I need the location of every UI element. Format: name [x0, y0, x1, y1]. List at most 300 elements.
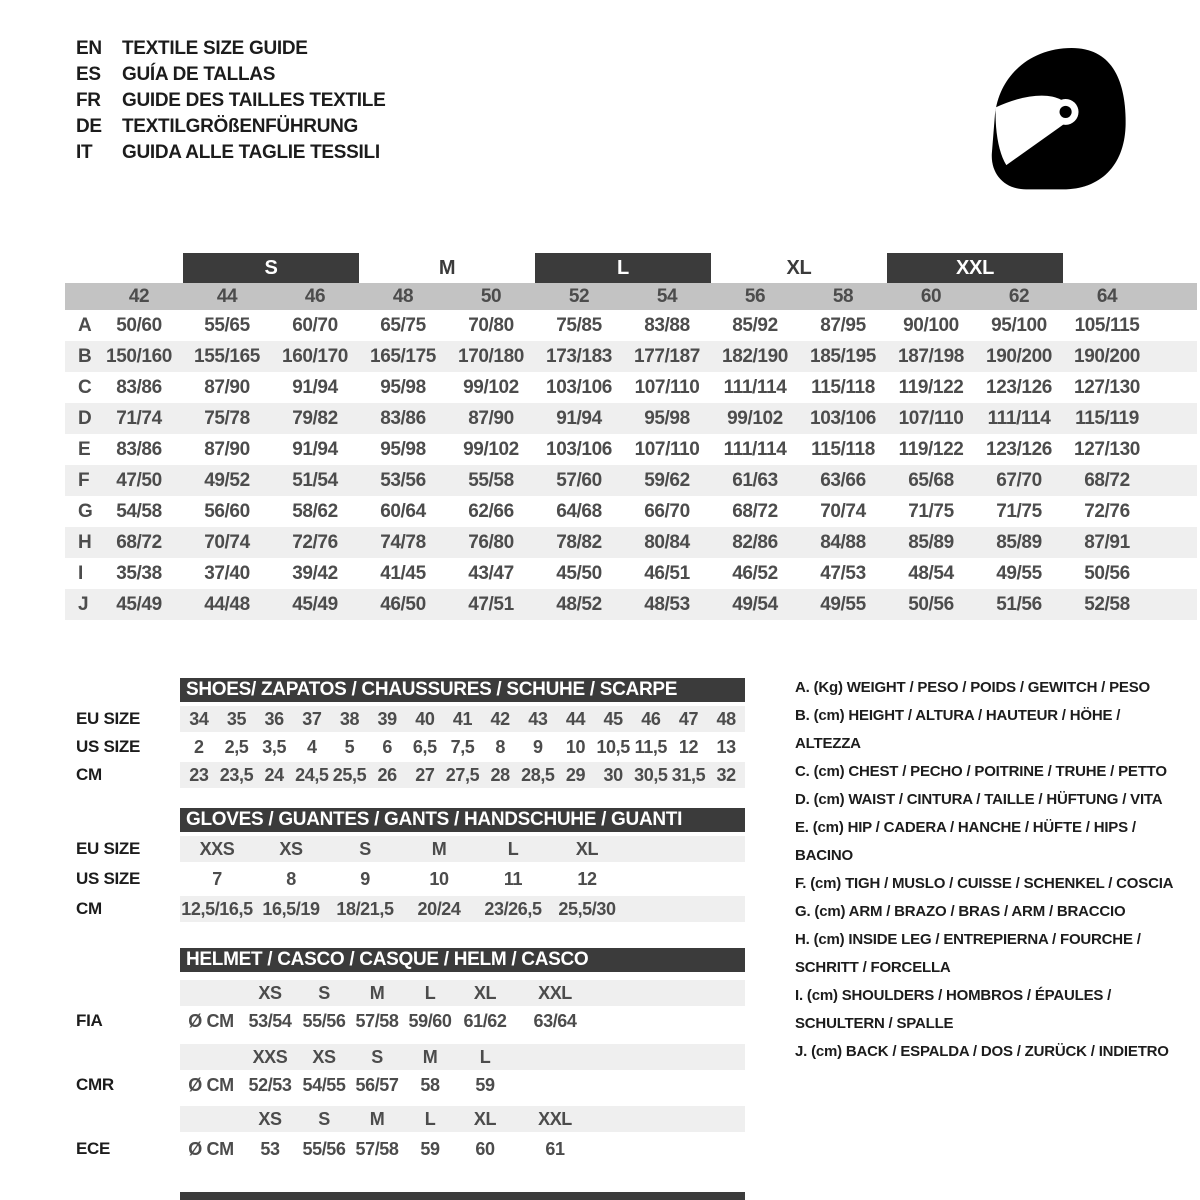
size-value: 91/94	[292, 376, 338, 398]
legend-item: F. (cm) TIGH / MUSLO / CUISSE / SCHENKEL / COSCIA	[795, 875, 1174, 892]
cell: XS	[258, 982, 282, 1003]
size-value: 111/114	[723, 438, 787, 460]
cell: XXL	[538, 1108, 572, 1129]
textile-row-g	[65, 496, 1197, 527]
cell: 4	[307, 736, 317, 757]
cell: 2	[194, 736, 204, 757]
size-value: 99/102	[463, 376, 519, 398]
cell: 59/60	[408, 1010, 452, 1031]
cell: 55/56	[302, 1010, 346, 1031]
legend-item: E. (cm) HIP / CADERA / HANCHE / HÜFTE / HIPS / BACINO	[795, 819, 1136, 864]
size-value: 72/76	[292, 531, 338, 553]
size-value: 37/40	[204, 562, 250, 584]
cell: 63/64	[533, 1010, 577, 1031]
gloves-cm-row	[180, 896, 745, 922]
shoes-section-header: SHOES/ ZAPATOS / CHAUSSURES / SCHUHE / SCARPE	[180, 678, 745, 702]
size-value: 47/53	[820, 562, 866, 584]
cell: 52/53	[248, 1074, 292, 1095]
size-value: 90/100	[903, 314, 959, 336]
size-value: 170/180	[458, 345, 524, 367]
language-line	[76, 62, 385, 88]
cell: 8	[495, 736, 505, 757]
cell: M	[369, 1108, 385, 1129]
size-value: 119/122	[898, 438, 964, 460]
size-value: 68/72	[116, 531, 162, 553]
cell: 24	[264, 764, 284, 785]
size-value: 76/80	[468, 531, 514, 553]
language-line	[76, 140, 385, 166]
cell: M	[369, 982, 385, 1003]
size-value: 55/65	[204, 314, 250, 336]
cell: 47	[678, 708, 699, 729]
helmet-sizes-row-ece	[180, 1106, 745, 1132]
size-value: 123/126	[986, 376, 1052, 398]
row-label-spacer	[65, 283, 95, 310]
row-label: H	[78, 531, 92, 553]
cell: 27	[415, 764, 435, 785]
size-value: 103/106	[546, 376, 612, 398]
helmet-section-header: HELMET / CASCO / CASQUE / HELM / CASCO	[180, 948, 745, 972]
size-value: 65/68	[908, 469, 954, 491]
size-value: 53/56	[380, 469, 426, 491]
size-value: 45/50	[556, 562, 602, 584]
numeric-size: 56	[744, 285, 766, 307]
cell: 5	[344, 736, 355, 757]
legend-item: J. (cm) BACK / ESPALDA / DOS / ZURÜCK / INDIETRO	[795, 1043, 1169, 1060]
textile-rows	[65, 310, 1197, 620]
shoes-eu-row	[180, 706, 745, 732]
size-value: 115/118	[811, 376, 875, 398]
cell: S	[318, 982, 330, 1003]
language-line	[76, 114, 385, 140]
size-value: 67/70	[996, 469, 1042, 491]
row-label: I	[78, 562, 84, 584]
textile-row-e	[65, 434, 1197, 465]
cell: 2,5	[224, 736, 249, 757]
size-value: 51/56	[996, 593, 1042, 615]
cell: 37	[302, 708, 322, 729]
cell: Ø CM	[188, 1074, 234, 1095]
numeric-size: 64	[1096, 285, 1118, 307]
size-value: 48/54	[908, 562, 954, 584]
racing-helmet-icon	[982, 42, 1134, 197]
size-value: 83/86	[380, 407, 426, 429]
size-value: 46/50	[380, 593, 426, 615]
cell: L	[424, 1108, 436, 1129]
shoes-row-label: CM	[76, 765, 102, 784]
cell: XL	[575, 838, 599, 859]
size-value: 87/90	[204, 438, 250, 460]
cell: 39	[377, 708, 397, 729]
numeric-size: 42	[128, 285, 150, 307]
next-section-bar-partial	[180, 1192, 745, 1200]
cell: 10	[429, 868, 449, 889]
cell: 61	[545, 1138, 565, 1159]
size-value: 72/76	[1084, 500, 1130, 522]
numeric-size: 50	[480, 285, 502, 307]
cell: 53	[260, 1138, 280, 1159]
language-code: IT	[76, 142, 93, 163]
size-value: 48/52	[556, 593, 602, 615]
size-value: 107/110	[634, 438, 700, 460]
size-value: 50/56	[908, 593, 954, 615]
legend-item: D. (cm) WAIST / CINTURA / TAILLE / HÜFTUNG / VITA	[795, 791, 1163, 808]
size-value: 177/187	[634, 345, 700, 367]
textile-row-f	[65, 465, 1197, 496]
cell: XL	[473, 1108, 497, 1129]
language-code: EN	[76, 38, 102, 59]
cell: S	[371, 1046, 383, 1067]
size-value: 123/126	[986, 438, 1052, 460]
size-value: 78/82	[556, 531, 602, 553]
cell: M	[422, 1046, 438, 1067]
size-value: 87/90	[204, 376, 250, 398]
cell: 26	[377, 764, 397, 785]
row-label: E	[78, 438, 91, 460]
size-value: 105/115	[1074, 314, 1140, 336]
cell: 28	[490, 764, 510, 785]
cell: 30,5	[634, 764, 668, 785]
size-value: 160/170	[282, 345, 348, 367]
size-value: 47/51	[468, 593, 514, 615]
cell: XS	[258, 1108, 282, 1129]
size-value: 61/63	[732, 469, 778, 491]
size-value: 58/62	[292, 500, 338, 522]
size-value: 85/89	[996, 531, 1042, 553]
size-value: 45/49	[292, 593, 338, 615]
cell: 7,5	[450, 736, 475, 757]
textile-row-d	[65, 403, 1197, 434]
size-value: 115/119	[1075, 407, 1139, 429]
cell: L	[479, 1046, 491, 1067]
cell: 59	[420, 1138, 440, 1159]
size-value: 71/74	[116, 407, 162, 429]
size-value: 71/75	[996, 500, 1042, 522]
helmet-values-row-cmr	[180, 1072, 745, 1098]
legend-item: G. (cm) ARM / BRAZO / BRAS / ARM / BRACCIO	[795, 903, 1126, 920]
row-label: J	[78, 593, 89, 615]
language-code: ES	[76, 64, 101, 85]
cell: Ø CM	[188, 1010, 234, 1031]
cell: 25,5	[332, 764, 367, 785]
legend-item: B. (cm) HEIGHT / ALTURA / HAUTEUR / HÖHE / ALTEZZA	[795, 707, 1121, 752]
legend-item: H. (cm) INSIDE LEG / ENTREPIERNA / FOURCHE / SCHRITT / FORCELLA	[795, 931, 1141, 976]
helmet-sizes-row-fia	[180, 980, 745, 1006]
size-value: 55/58	[468, 469, 514, 491]
size-value: 85/89	[908, 531, 954, 553]
cell: 45	[603, 708, 623, 729]
size-band-xl: XL	[786, 256, 812, 279]
size-value: 111/114	[723, 376, 787, 398]
size-value: 64/68	[556, 500, 602, 522]
cell: 10	[565, 736, 586, 757]
size-value: 182/190	[722, 345, 788, 367]
cell: 61/62	[463, 1010, 507, 1031]
numeric-size: 48	[392, 285, 414, 307]
size-value: 119/122	[898, 376, 964, 398]
guide-title: GUIDA ALLE TAGLIE TESSILI	[122, 142, 380, 163]
size-value: 41/45	[380, 562, 426, 584]
size-value: 71/75	[908, 500, 954, 522]
size-value: 57/60	[556, 469, 602, 491]
shoes-row-label: EU SIZE	[76, 709, 141, 728]
cell: 9	[360, 868, 370, 889]
numeric-size: 60	[920, 285, 942, 307]
size-band-m: M	[438, 256, 456, 279]
size-band-row	[65, 253, 1197, 283]
textile-row-c	[65, 372, 1197, 403]
cell: 6	[382, 736, 392, 757]
textile-row-j	[65, 589, 1197, 620]
size-value: 187/198	[898, 345, 964, 367]
size-value: 51/54	[292, 469, 338, 491]
size-value: 80/84	[644, 531, 690, 553]
size-value: 165/175	[370, 345, 436, 367]
guide-title: TEXTILGRÖßENFÜHRUNG	[122, 116, 359, 137]
size-value: 91/94	[292, 438, 338, 460]
language-line	[76, 36, 385, 62]
size-value: 99/102	[727, 407, 783, 429]
row-label: B	[78, 345, 92, 367]
cell: 23	[189, 764, 209, 785]
gloves-eu-row	[180, 836, 745, 862]
size-value: 173/183	[546, 345, 612, 367]
cell: L	[507, 838, 519, 859]
size-value: 115/118	[811, 438, 875, 460]
size-value: 70/80	[468, 314, 514, 336]
cell: 10,5	[596, 736, 630, 757]
size-value: 43/47	[468, 562, 514, 584]
shoes-row-label: US SIZE	[76, 737, 141, 756]
size-value: 127/130	[1074, 376, 1140, 398]
numeric-size: 58	[832, 285, 854, 307]
size-value: 49/52	[204, 469, 250, 491]
size-value: 87/95	[820, 314, 866, 336]
numeric-size: 54	[656, 285, 678, 307]
textile-row-h	[65, 527, 1197, 558]
cell: 57/58	[355, 1010, 399, 1031]
cell: 60	[475, 1138, 495, 1159]
size-value: 190/200	[1074, 345, 1140, 367]
helmet-standard-label: ECE	[76, 1139, 111, 1158]
cell: S	[359, 838, 371, 859]
cell: 9	[533, 736, 543, 757]
cell: 30	[603, 764, 623, 785]
helmet-values-row-fia	[180, 1008, 745, 1034]
size-value: 39/42	[292, 562, 338, 584]
cell: 55/56	[302, 1138, 346, 1159]
size-value: 60/64	[380, 500, 426, 522]
helmet-values-row-ece	[180, 1136, 745, 1162]
size-value: 74/78	[380, 531, 426, 553]
size-band-xxl: XXL	[887, 253, 1063, 283]
cell: 38	[339, 708, 360, 729]
cell: 35	[226, 708, 247, 729]
cell: 29	[565, 764, 586, 785]
size-value: 49/55	[820, 593, 866, 615]
cell: XXS	[199, 838, 235, 859]
cell: 11	[503, 868, 523, 889]
size-value: 35/38	[116, 562, 162, 584]
cell: 24,5	[295, 764, 329, 785]
size-value: 83/88	[644, 314, 690, 336]
legend-item: A. (Kg) WEIGHT / PESO / POIDS / GEWITCH / PESO	[795, 679, 1150, 696]
cell: 48	[716, 708, 736, 729]
textile-row-b	[65, 341, 1197, 372]
gloves-us-row	[180, 866, 745, 892]
size-value: 82/86	[732, 531, 778, 553]
cell: 11,5	[634, 736, 668, 757]
cell: 32	[716, 764, 736, 785]
guide-title: GUIDE DES TAILLES TEXTILE	[122, 90, 386, 111]
cell: 53/54	[248, 1010, 292, 1031]
size-value: 52/58	[1084, 593, 1130, 615]
size-value: 68/72	[1084, 469, 1130, 491]
size-value: 75/85	[556, 314, 602, 336]
size-value: 185/195	[810, 345, 876, 367]
size-value: 127/130	[1074, 438, 1140, 460]
size-value: 75/78	[204, 407, 250, 429]
numeric-size: 52	[568, 285, 590, 307]
cell: M	[431, 838, 447, 859]
cell: 56/57	[355, 1074, 399, 1095]
language-header	[76, 36, 385, 166]
cell: XXL	[538, 982, 572, 1003]
size-value: 65/75	[380, 314, 426, 336]
size-value: 48/53	[644, 593, 690, 615]
size-value: 95/98	[644, 407, 690, 429]
size-value: 84/88	[820, 531, 866, 553]
measurement-legend	[795, 674, 1177, 1066]
size-value: 155/165	[194, 345, 260, 367]
language-line	[76, 88, 385, 114]
cell: 36	[264, 708, 284, 729]
size-value: 60/70	[292, 314, 338, 336]
cell: 41	[452, 708, 473, 729]
helmet-sizes-row-cmr	[180, 1044, 745, 1070]
row-label: G	[78, 500, 93, 522]
row-label: F	[78, 469, 90, 491]
cell: 8	[286, 868, 296, 889]
cell: 54/55	[302, 1074, 346, 1095]
numeric-size: 46	[304, 285, 326, 307]
size-value: 70/74	[204, 531, 250, 553]
language-code: FR	[76, 90, 101, 111]
cell: 46	[641, 708, 661, 729]
size-value: 50/56	[1084, 562, 1130, 584]
gloves-row-label: US SIZE	[76, 869, 141, 888]
cell: 12,5/16,5	[181, 898, 253, 919]
cell: 59	[475, 1074, 495, 1095]
size-value: 83/86	[116, 376, 162, 398]
shoes-cm-row	[180, 762, 745, 788]
size-value: 44/48	[204, 593, 250, 615]
cell: XL	[473, 982, 497, 1003]
textile-size-table	[65, 253, 1197, 620]
cell: 23/26,5	[484, 898, 542, 919]
size-value: 87/90	[468, 407, 514, 429]
size-value: 150/160	[106, 345, 172, 367]
shoes-us-row	[180, 734, 745, 760]
size-value: 62/66	[468, 500, 514, 522]
size-value: 99/102	[463, 438, 519, 460]
cell: 34	[189, 708, 209, 729]
size-band-l: L	[535, 253, 711, 283]
cell: 3,5	[262, 736, 287, 757]
size-value: 70/74	[820, 500, 866, 522]
cell: 18/21,5	[336, 898, 394, 919]
size-value: 95/100	[991, 314, 1047, 336]
size-band-s: S	[183, 253, 359, 283]
cell: 23,5	[219, 764, 254, 785]
cell: 20/24	[417, 898, 461, 919]
size-value: 68/72	[732, 500, 778, 522]
legend-item: C. (cm) CHEST / PECHO / POITRINE / TRUHE / PETTO	[795, 763, 1167, 780]
row-label: C	[78, 376, 92, 398]
textile-row-i	[65, 558, 1197, 589]
cell: 44	[565, 708, 586, 729]
gloves-row-label: CM	[76, 899, 102, 918]
numeric-size-row	[65, 283, 1197, 310]
cell: 31,5	[671, 764, 706, 785]
size-value: 47/50	[116, 469, 162, 491]
cell: 40	[415, 708, 435, 729]
cell: 7	[212, 868, 222, 889]
size-value: 107/110	[634, 376, 700, 398]
size-value: 45/49	[116, 593, 162, 615]
helmet-standard-label: CMR	[76, 1075, 114, 1094]
guide-title: GUÍA DE TALLAS	[122, 64, 276, 85]
size-value: 56/60	[204, 500, 250, 522]
cell: S	[318, 1108, 330, 1129]
size-value: 91/94	[556, 407, 602, 429]
size-value: 83/86	[116, 438, 162, 460]
cell: 13	[716, 736, 736, 757]
cell: 16,5/19	[262, 898, 320, 919]
size-value: 49/54	[732, 593, 778, 615]
row-label: D	[78, 407, 92, 429]
size-value: 50/60	[116, 314, 162, 336]
cell: 43	[528, 708, 548, 729]
guide-title: TEXTILE SIZE GUIDE	[122, 38, 308, 59]
size-value: 54/58	[116, 500, 162, 522]
cell: 6,5	[412, 736, 437, 757]
size-value: 190/200	[986, 345, 1052, 367]
size-value: 111/114	[987, 407, 1051, 429]
size-value: 95/98	[380, 438, 426, 460]
size-value: 103/106	[810, 407, 876, 429]
cell: XS	[312, 1046, 336, 1067]
size-value: 79/82	[292, 407, 338, 429]
cell: 12	[577, 868, 597, 889]
size-value: 49/55	[996, 562, 1042, 584]
cell: 57/58	[355, 1138, 399, 1159]
numeric-size: 62	[1008, 285, 1030, 307]
cell: XXS	[252, 1046, 288, 1067]
legend-item: I. (cm) SHOULDERS / HOMBROS / ÉPAULES / SCHULTERN / SPALLE	[795, 987, 1112, 1032]
size-value: 46/51	[644, 562, 690, 584]
helmet-standard-label: FIA	[76, 1011, 103, 1030]
cell: 42	[490, 708, 510, 729]
gloves-row-label: EU SIZE	[76, 839, 141, 858]
cell: L	[424, 982, 436, 1003]
size-value: 66/70	[644, 500, 690, 522]
numeric-size: 44	[216, 285, 238, 307]
cell: 27,5	[445, 764, 480, 785]
cell: 58	[420, 1074, 440, 1095]
cell: Ø CM	[188, 1138, 234, 1159]
textile-row-a	[65, 310, 1197, 341]
